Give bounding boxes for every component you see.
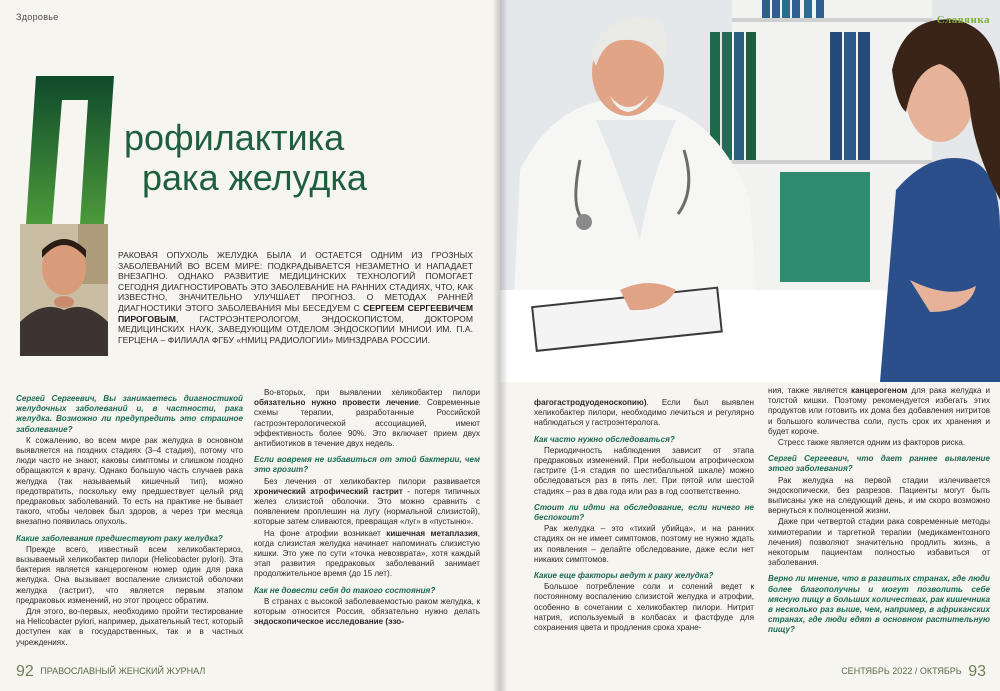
paragraph: Даже при четвертой стадии рака современные методы химиотерапии и таргетной терапии (медикаментозного лечения) позволяют значительно продлить жизнь, а некоторым пациентам полностью избавиться от заболевания.	[768, 517, 990, 568]
left-column-1	[16, 388, 243, 649]
paragraph: Рак желудка – это «тихий убийца», и на ранних стадиях он не имеет симптомов, поэтому не нужно ждать их появления – делайте обследование, даже если нет никаких симптомов.	[534, 524, 754, 564]
question-heading: Если вовремя не избавиться от этой бактерии, чем это грозит?	[254, 455, 480, 475]
paragraph: К сожалению, во всем мире рак желудка в основном выявляется на поздних стадиях (3–4 стадия), потому что люди часто не знают, каковы симптомы и слишком поздно обращаются к врачу. Однако большую часть случаев рака желудка (так называемый кишечный тип), можно предотвратить, поскольку ему предшествует целый ряд предраковых заболеваний. То есть на практике не бывает такого, чтобы человек был здоров, а через три месяца внезапно появилась опухоль.	[16, 435, 243, 527]
section-label: Здоровье	[16, 12, 59, 22]
question-heading: Как часто нужно обследоваться?	[534, 434, 675, 444]
paragraph	[254, 597, 480, 628]
intro-text-2: , ГАСТРОЭНТЕРОЛОГОМ, ЭНДОСКОПИСТОМ, ДОКТОРОМ МЕДИЦИНСКИХ НАУК, ЗАВЕДУЮЩИМ ОТДЕЛОМ ЭНДОСКОПИИ МНИОИ ИМ. П.А. ГЕРЦЕНА – ФИЛИАЛА ФГБУ «НМИЦ РАДИОЛОГИИ» МИНЗДРАВА РОССИИ.	[118, 313, 473, 345]
spine-gutter	[492, 0, 508, 691]
paragraph: Периодичность наблюдения зависит от этапа предраковых изменений. При небольшом атрофическом гастрите (1-я стадия по шестибалльной шкале) можно обследоваться раз в пять лет. При пятой или шестой стадиях – раз в два года или раз в год соответственно.	[534, 445, 754, 496]
drop-cap-letter	[22, 70, 118, 230]
question-heading: Сергей Сергеевич, что дает раннее выявление этого заболевания?	[768, 454, 990, 474]
consultation-illustration	[500, 0, 1000, 382]
emphasis-text: кишечная метаплазия	[386, 528, 478, 538]
magazine-logo: Славянка	[936, 14, 990, 26]
paragraph-text: . Современные схемы терапии, разработанные Российской гастроэнтерологической ассоциацией, имеют эффективность более 90%. Это включает прием двух антибиотиков в течение двух недель.	[254, 398, 480, 449]
page-number: 93	[968, 663, 986, 680]
paragraph-text: ния, также является	[768, 386, 852, 395]
paragraph: Рак желудка на первой стадии излечивается эндоскопически, без разрезов. Пациенты могут быть выписаны уже на следующий день, и им скоро возможно вернуться к полноценной жизни.	[768, 475, 990, 516]
doctor-patient-photo	[500, 0, 1000, 382]
article-title	[124, 118, 367, 198]
question-heading: Какие заболевания предшествуют раку желудка?	[16, 533, 223, 543]
author-portrait-image	[20, 224, 108, 356]
question-heading: Верно ли мнение, что в развитых странах, где люди более благополучны и могут позволить себе мясную пищу в больших количествах, рак кишечника в несколько раз выше, чем, например, в африканских странах, где люди едят в основном растительную пищу?	[768, 574, 990, 635]
paragraph	[534, 398, 754, 429]
paragraph-text: Во-вторых, при выявлении хеликобактер пилори	[264, 388, 480, 397]
question-heading: Стоит ли идти на обследование, если ничего не беспокоит?	[534, 502, 754, 523]
author-photo	[20, 224, 108, 356]
title-line-2: рака желудка	[142, 157, 367, 198]
left-column-2	[254, 388, 480, 628]
question-heading: Как не довести себя до такого состояния?	[254, 585, 436, 595]
question-heading: Какие еще факторы ведут к раку желудка?	[534, 571, 714, 581]
paragraph-text: , когда слизистая желудка начинает напоминать слизистую кишки. Это уже по сути «точка невозврата», хотя каждый этап развития предраковых заболеваний занимает продолжительное время (до 15 лет).	[254, 528, 480, 579]
paragraph-text: . Если был выявлен хеликобактер пилори, необходимо лечиться и регулярно наблюдаться у гастроэнтеролога.	[534, 398, 754, 428]
question-heading: Сергей Сергеевич, Вы занимаетесь диагностикой желудочных заболеваний и, в частности, рака желудка. Возможно ли предупредить это страшное заболевание?	[16, 394, 243, 434]
paragraph-text: В странах с высокой заболеваемостью раком желудка, к которым относится Россия, обязательно нужно делать	[254, 596, 480, 617]
paragraph-text: - потеря типичных желез слизистой оболочки. Это можно сравнить с появлением проплешин на лугу (нормальной слизистой), которые затем сливаются, превращая «луг» в «пустыню».	[254, 486, 481, 527]
paragraph-text: Без лечения от хеликобактер пилори развивается	[264, 476, 480, 486]
emphasis-text: хронический атрофический гастрит	[254, 486, 403, 496]
paragraph: Большое потребление соли и солений ведет к постоянному воспалению слизистой желудка и атрофии, особенно в сочетании с хеликобактер пилори. Нитрит натрия, используемый в колбасах и фастфуде для сохранения цвета и продления срока хране-	[534, 582, 754, 633]
emphasis-text: канцерогеном	[851, 386, 908, 395]
paragraph-text: для рака желудка и толстой кишки. Поэтому рекомендуется избегать этих продуктов или готовить их дома без добавления нитритов и большого количества соли, пусть срок их хранения и будет короче.	[768, 386, 990, 436]
title-line-1: рофилактика	[124, 117, 345, 158]
paragraph: Прежде всего, известный всем хеликобактериоз, вызываемый хеликобактер пилори (Helicobacter pylori). Эта бактерия является канцерогеном номер один для рака желудка. Она вызывает воспаление слизистой оболочки желудка (гастрит), что является первым этапом предраковых изменений, но этот процесс обратим.	[16, 544, 243, 605]
paragraph	[768, 386, 990, 437]
emphasis-text: эндоскопическое исследование (эзо-	[254, 617, 404, 627]
intro-paragraph	[118, 250, 473, 345]
paragraph: Стресс также является одним из факторов риска.	[778, 438, 966, 448]
right-column-2	[768, 386, 990, 637]
page-number: 92	[16, 663, 34, 680]
right-column-1	[534, 398, 754, 634]
paragraph	[254, 388, 480, 449]
magazine-name: ПРАВОСЛАВНЫЙ ЖЕНСКИЙ ЖУРНАЛ	[40, 666, 206, 676]
issue-date: СЕНТЯБРЬ 2022 / ОКТЯБРЬ	[841, 666, 962, 676]
right-page	[500, 0, 1000, 691]
intro-text-1: РАКОВАЯ ОПУХОЛЬ ЖЕЛУДКА БЫЛА И ОСТАЕТСЯ ОДНИМ ИЗ ГРОЗНЫХ ЗАБОЛЕВАНИЙ ВО ВСЕМ МИРЕ: ПОДКРАДЫВАЕТСЯ НЕЗАМЕТНО И НАПАДАЕТ ВНЕЗАПНО. ОДНАКО РАЗВИТИЕ МЕДИЦИНСКИХ ТЕХНОЛОГИЙ ПОМОГАЕТ СЕГОДНЯ ДИАГНОСТИРОВАТЬ ЭТО ЗАБОЛЕВАНИЕ НА РАННИХ СТАДИЯХ, ЧТО, КАК ИЗВЕСТНО, ЗНАЧИТЕЛЬНО УЛУЧШАЕТ ПРОГНОЗ. О МЕТОДАХ РАННЕЙ ДИАГНОСТИКИ ЭТОГО ЗАБОЛЕВАНИЯ МЫ БЕСЕДУЕМ С	[118, 250, 473, 313]
emphasis-text: фагогастродуоденоскопию)	[534, 398, 647, 407]
paragraph	[254, 477, 480, 528]
paragraph: Для этого, во-первых, необходимо пройти тестирование на Helicobacter pylori, например, дыхательный тест, который доступен как в государственных, так и в частных учреждениях.	[16, 607, 243, 647]
page-footer-left	[16, 663, 205, 681]
paragraph	[254, 529, 480, 580]
emphasis-text: обязательно нужно провести лечение	[254, 398, 419, 408]
page-footer-right	[841, 663, 986, 681]
paragraph-text: На фоне атрофии возникает	[264, 528, 387, 538]
intro-interviewee-name: СЕРГЕЕМ СЕРГЕЕВИЧЕМ ПИРОГОВЫМ	[118, 302, 473, 324]
